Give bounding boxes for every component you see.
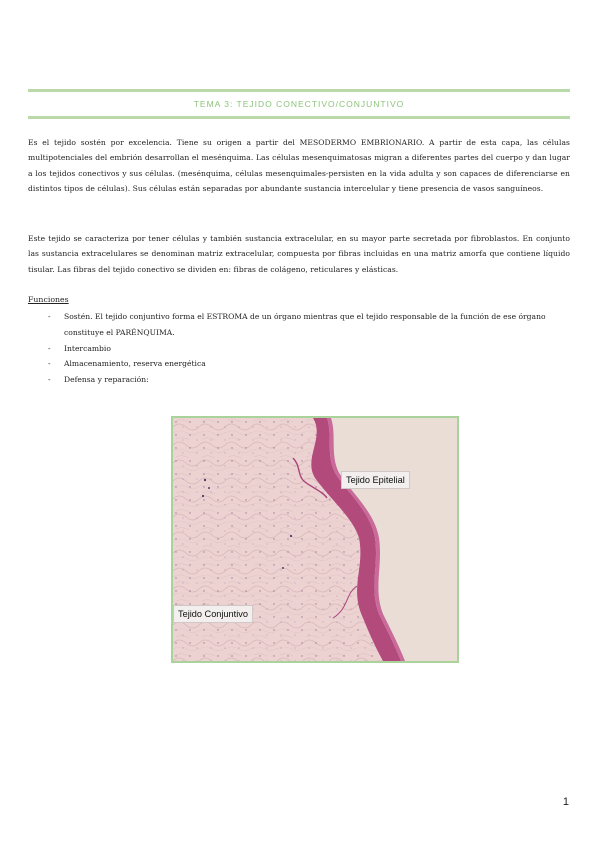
- list-item-text: Defensa y reparación:: [64, 375, 149, 385]
- funciones-heading: Funciones: [28, 295, 69, 304]
- label-tejido-epitelial: Tejido Epitelial: [341, 471, 410, 489]
- page-number: 1: [562, 796, 569, 808]
- list-item-text: Sostén. El tejido conjuntivo forma el ESTROMA de un órgano mientras que el tejido responsable de la función de ese órgano constituye el PARÉNQUIMA.: [64, 312, 546, 337]
- top-rule: [28, 89, 570, 92]
- dash-bullet: -: [48, 375, 51, 385]
- histology-micrograph: [173, 418, 457, 661]
- title-underline-rule: [28, 116, 570, 119]
- dash-bullet: -: [48, 343, 51, 353]
- list-item-text: Almacenamiento, reserva energética: [64, 359, 206, 369]
- list-item: [28, 309, 570, 341]
- list-item: [28, 356, 570, 372]
- histology-figure: [171, 416, 459, 663]
- list-item-text: Intercambio: [64, 343, 111, 353]
- label-tejido-conjuntivo: Tejido Conjuntivo: [173, 605, 253, 623]
- list-item: [28, 372, 570, 388]
- list-item: [28, 341, 570, 357]
- second-paragraph: Este tejido se caracteriza por tener células y también sustancia extracelular, en su mayor parte secretada por fibroblastos. En conjunto las sustancia extracelulares se denominan matriz extracelular, compuesta por fibras incluidas en una matriz amorfa que contiene líquido tisular. Las fibras del tejido conectivo se dividen en: fibras de colágeno, reticulares y elásticas.: [28, 234, 570, 274]
- intro-paragraph: Es el tejido sostén por excelencia. Tiene su origen a partir del MESODERMO EMBRIONARIO. A partir de esta capa, las células multipotenciales del embrión desarrollan el mesénquima. Las células mesenquimatosas migran a diferentes partes del cuerpo y dan lugar a los tejidos conectivos y sus células. (mesénquima, células mesenquimales-persisten en la vida adulta y son capaces de diferenciarse en distintos tipos de células). Sus células están separadas por abundante sustancia intercelular y tiene presencia de vasos sanguíneos.: [28, 138, 570, 194]
- dash-bullet: -: [48, 359, 51, 369]
- page-title: TEMA 3: TEJIDO CONECTIVO/CONJUNTIVO: [193, 99, 405, 109]
- dash-bullet: -: [48, 312, 51, 321]
- funciones-list: [28, 309, 570, 388]
